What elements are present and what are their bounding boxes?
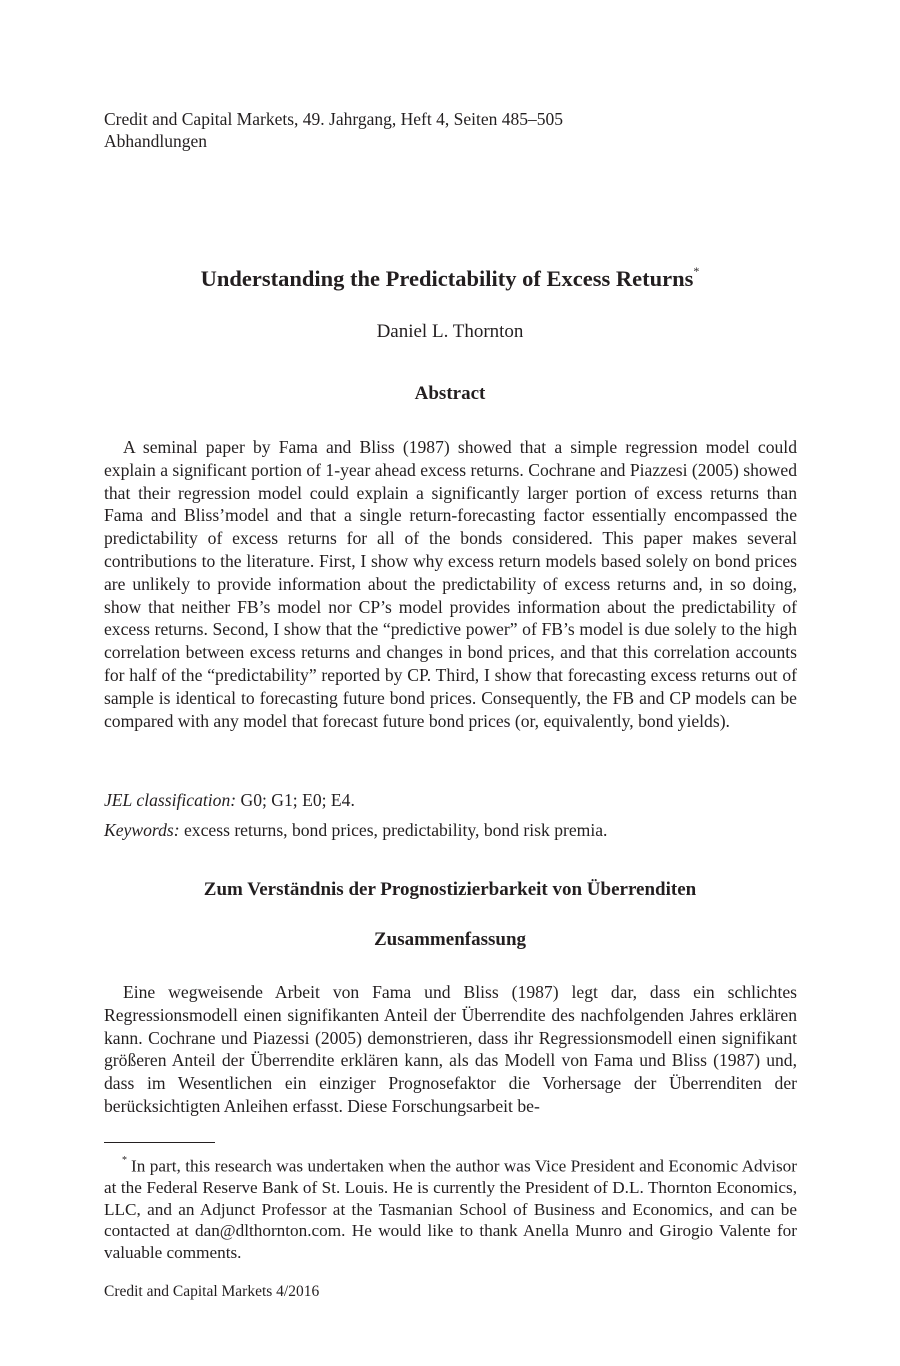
author-name: Daniel L. Thornton: [376, 321, 524, 342]
abstract-heading: Abstract: [414, 383, 486, 404]
abstract-text: A seminal paper by Fama and Bliss (1987) showed that a simple regression model could explain a significant portion of 1-year ahead excess returns. Cochrane and Piazzesi (2005) showed that their regression model could explain a significantly larger portion of excess returns than Fama and Bliss’model and that a single return-forecasting factor essentially encompassed the predictability of excess returns for all of the bonds considered. This paper makes several contributions to the literature. First, I show why excess return models based solely on bond prices are unlikely to provide information about the predictability of excess returns and, in so doing, show that neither FB’s model nor CP’s model provides information about the predictability of excess returns. Second, I show that the “predictive power” of FB’s model is due solely to the high correlation between excess returns and changes in bond prices, and that this correlation accounts for half of the “predictability” reported by CP. Third, I show that forecasting excess returns out of sample is identical to forecasting future bond prices. Consequently, the FB and CP models can be compared with any model that forecast future bond prices (or, equivalently, bond yields).: [104, 437, 797, 731]
footnote-text: In part, this research was undertaken when the author was Vice President and Economic Advisor at the Federal Reserve Bank of St. Louis. He is currently the President of D.L. Thornton Economics, LLC, and an Adjunct Professor at the Tasmanian School of Business and Economics, and can be contacted at dan@dlthornton.com. He would like to thank Anella Munro and Girogio Valente for valuable comments.: [104, 1156, 797, 1262]
footnote-mark: *: [122, 1155, 127, 1166]
jel-label: JEL classification:: [104, 790, 237, 810]
page-footer: Credit and Capital Markets 4/2016: [104, 1283, 320, 1300]
running-head: [104, 108, 563, 152]
footnote: [104, 1152, 797, 1263]
paper-title: [0, 263, 900, 292]
keywords: [104, 820, 607, 841]
jel-classification: [104, 790, 355, 811]
jel-value: G0; G1; E0; E4.: [240, 790, 355, 810]
german-abstract-heading: Zusammenfassung: [373, 929, 527, 950]
title-footnote-mark: *: [693, 263, 700, 278]
footnote-divider: [104, 1142, 215, 1143]
running-head-section: Abhandlungen: [104, 131, 208, 151]
running-head-journal: Credit and Capital Markets, 49. Jahrgang, Heft 4, Seiten 485–505: [104, 109, 563, 129]
german-title: Zum Verständnis der Prognostizierbarkeit von Überrenditen: [203, 879, 697, 900]
german-abstract-text: Eine wegweisende Arbeit von Fama und Bliss (1987) legt dar, dass ein schlichtes Regressionsmodell einen signifikanten Anteil der Überrendite des nachfolgenden Jahres erklären kann. Cochrane und Piazessi (2005) demonstrieren, dass ihr Regressionsmodell einen signifikant größeren Anteil der Überrendite erklären kann, als das Modell von Fama und Bliss (1987) und, dass im Wesentlichen ein einziger Prognosefaktor die Vorhersage der Überrenditen der berücksichtigten Anleihen erfasst. Diese Forschungsarbeit be-: [104, 982, 797, 1116]
keywords-value: excess returns, bond prices, predictability, bond risk premia.: [184, 820, 608, 840]
paper-title-text: Understanding the Predictability of Excess Returns: [200, 266, 694, 291]
keywords-label: Keywords:: [104, 820, 180, 840]
